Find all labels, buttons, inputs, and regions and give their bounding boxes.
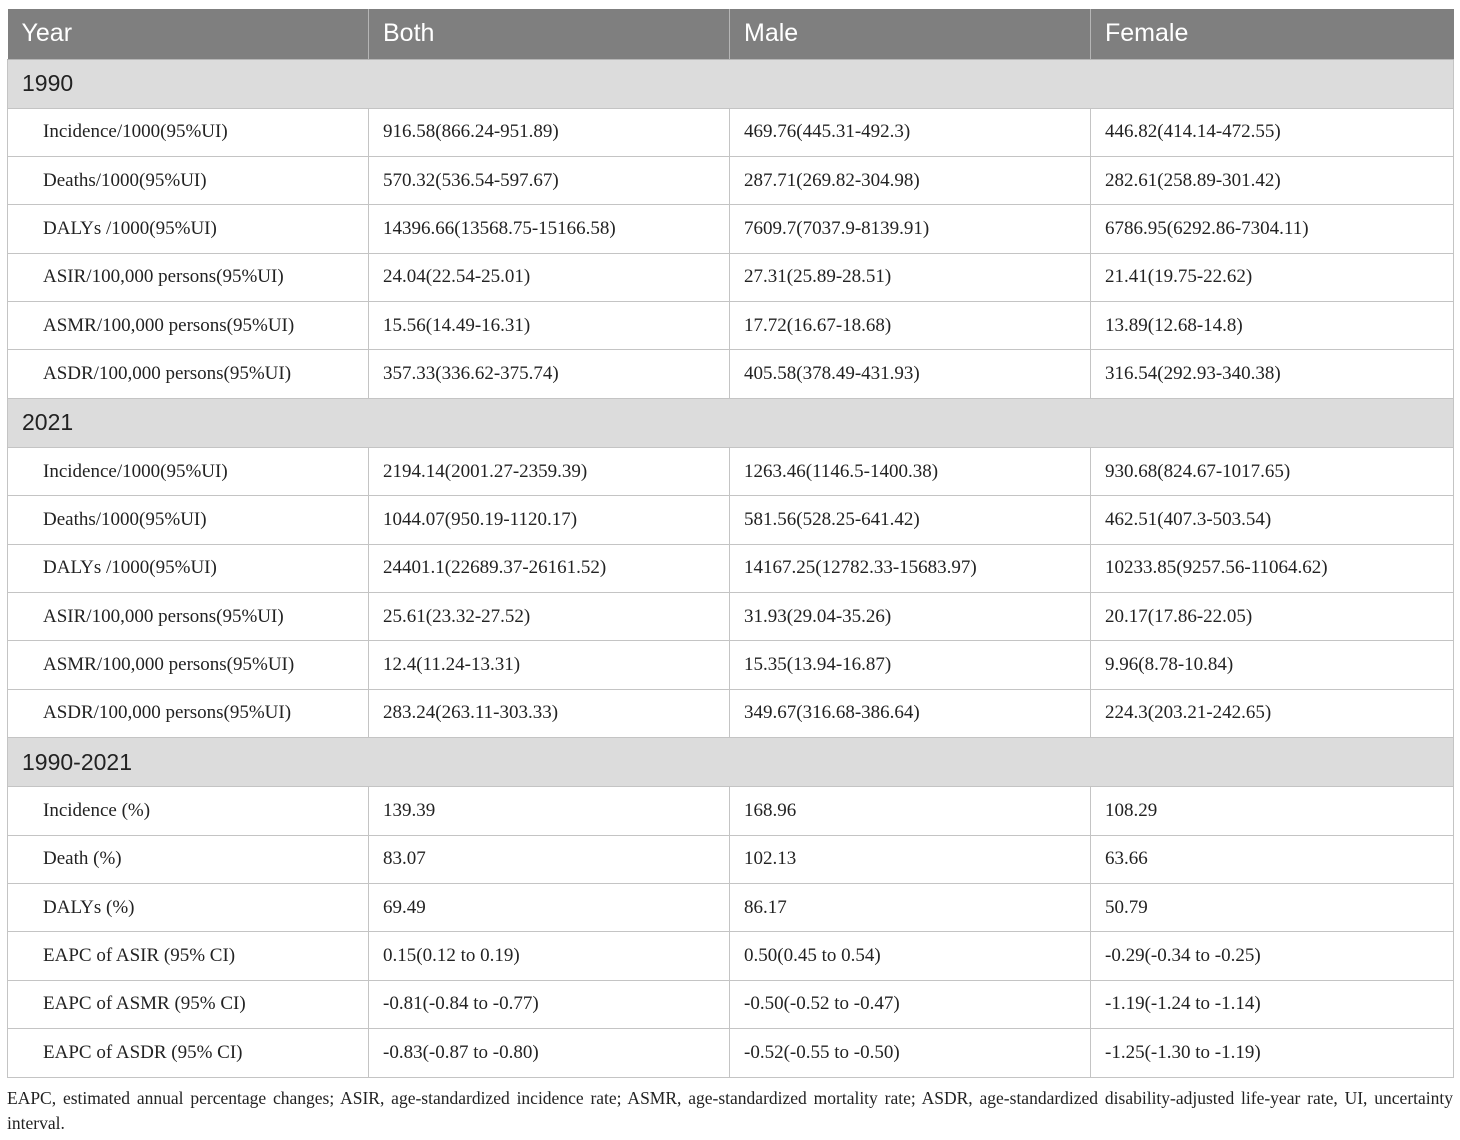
row-label: ASMR/100,000 persons(95%UI)	[8, 641, 369, 689]
cell-both: 83.07	[369, 835, 730, 883]
table-row	[8, 980, 1454, 1028]
cell-both: 357.33(336.62-375.74)	[369, 350, 730, 398]
section-row	[8, 398, 1454, 447]
table-row	[8, 156, 1454, 204]
cell-male: 17.72(16.67-18.68)	[730, 302, 1091, 350]
table-row	[8, 302, 1454, 350]
cell-female: -1.19(-1.24 to -1.14)	[1091, 980, 1454, 1028]
cell-female: 6786.95(6292.86-7304.11)	[1091, 205, 1454, 253]
cell-both: 139.39	[369, 787, 730, 835]
table-row	[8, 447, 1454, 495]
cell-female: 63.66	[1091, 835, 1454, 883]
table-row	[8, 496, 1454, 544]
cell-both: 24.04(22.54-25.01)	[369, 253, 730, 301]
section-title: 2021	[8, 398, 1454, 447]
row-label: DALYs /1000(95%UI)	[8, 205, 369, 253]
table-row	[8, 350, 1454, 398]
cell-both: 14396.66(13568.75-15166.58)	[369, 205, 730, 253]
cell-male: 349.67(316.68-386.64)	[730, 689, 1091, 737]
cell-female: 316.54(292.93-340.38)	[1091, 350, 1454, 398]
cell-both: 12.4(11.24-13.31)	[369, 641, 730, 689]
row-label: DALYs /1000(95%UI)	[8, 544, 369, 592]
cell-female: 446.82(414.14-472.55)	[1091, 108, 1454, 156]
table-row	[8, 883, 1454, 931]
cell-male: -0.50(-0.52 to -0.47)	[730, 980, 1091, 1028]
table-row	[8, 253, 1454, 301]
table-row	[8, 1029, 1454, 1077]
cell-male: 31.93(29.04-35.26)	[730, 593, 1091, 641]
cell-female: 21.41(19.75-22.62)	[1091, 253, 1454, 301]
header-row	[8, 9, 1454, 59]
cell-male: -0.52(-0.55 to -0.50)	[730, 1029, 1091, 1077]
section-title: 1990	[8, 59, 1454, 108]
table-row	[8, 641, 1454, 689]
table-row	[8, 108, 1454, 156]
table-container	[7, 9, 1453, 1078]
cell-male: 27.31(25.89-28.51)	[730, 253, 1091, 301]
row-label: Deaths/1000(95%UI)	[8, 496, 369, 544]
row-label: ASMR/100,000 persons(95%UI)	[8, 302, 369, 350]
cell-both: 25.61(23.32-27.52)	[369, 593, 730, 641]
row-label: Death (%)	[8, 835, 369, 883]
cell-male: 0.50(0.45 to 0.54)	[730, 932, 1091, 980]
row-label: ASDR/100,000 persons(95%UI)	[8, 689, 369, 737]
cell-male: 86.17	[730, 883, 1091, 931]
cell-female: 930.68(824.67-1017.65)	[1091, 447, 1454, 495]
table-row	[8, 932, 1454, 980]
table-body	[8, 59, 1454, 1077]
cell-female: 462.51(407.3-503.54)	[1091, 496, 1454, 544]
table-row	[8, 689, 1454, 737]
table-row	[8, 835, 1454, 883]
row-label: Deaths/1000(95%UI)	[8, 156, 369, 204]
row-label: ASDR/100,000 persons(95%UI)	[8, 350, 369, 398]
table-row	[8, 544, 1454, 592]
cell-female: -1.25(-1.30 to -1.19)	[1091, 1029, 1454, 1077]
section-row	[8, 738, 1454, 787]
cell-male: 581.56(528.25-641.42)	[730, 496, 1091, 544]
cell-female: 13.89(12.68-14.8)	[1091, 302, 1454, 350]
cell-female: 9.96(8.78-10.84)	[1091, 641, 1454, 689]
row-label: EAPC of ASIR (95% CI)	[8, 932, 369, 980]
header-year: Year	[8, 9, 369, 59]
row-label: EAPC of ASMR (95% CI)	[8, 980, 369, 1028]
row-label: EAPC of ASDR (95% CI)	[8, 1029, 369, 1077]
cell-both: 283.24(263.11-303.33)	[369, 689, 730, 737]
table-row	[8, 593, 1454, 641]
cell-both: 0.15(0.12 to 0.19)	[369, 932, 730, 980]
cell-female: 108.29	[1091, 787, 1454, 835]
footnote: EAPC, estimated annual percentage changes; ASIR, age-standardized incidence rate; ASMR, age-standardized mortality rate; ASDR, age-standardized disability-adjusted life-year rate, UI, uncertainty interval.	[7, 1088, 1453, 1133]
cell-both: -0.83(-0.87 to -0.80)	[369, 1029, 730, 1077]
table-row	[8, 205, 1454, 253]
cell-both: 24401.1(22689.37-26161.52)	[369, 544, 730, 592]
cell-female: 10233.85(9257.56-11064.62)	[1091, 544, 1454, 592]
data-table	[7, 9, 1454, 1078]
cell-male: 102.13	[730, 835, 1091, 883]
row-label: Incidence (%)	[8, 787, 369, 835]
row-label: Incidence/1000(95%UI)	[8, 447, 369, 495]
cell-male: 14167.25(12782.33-15683.97)	[730, 544, 1091, 592]
cell-female: 224.3(203.21-242.65)	[1091, 689, 1454, 737]
cell-female: 20.17(17.86-22.05)	[1091, 593, 1454, 641]
section-row	[8, 59, 1454, 108]
cell-male: 469.76(445.31-492.3)	[730, 108, 1091, 156]
cell-female: 50.79	[1091, 883, 1454, 931]
cell-male: 15.35(13.94-16.87)	[730, 641, 1091, 689]
cell-both: 2194.14(2001.27-2359.39)	[369, 447, 730, 495]
row-label: ASIR/100,000 persons(95%UI)	[8, 593, 369, 641]
cell-male: 168.96	[730, 787, 1091, 835]
table-row	[8, 787, 1454, 835]
header-both: Both	[369, 9, 730, 59]
cell-both: 15.56(14.49-16.31)	[369, 302, 730, 350]
header-female: Female	[1091, 9, 1454, 59]
row-label: DALYs (%)	[8, 883, 369, 931]
cell-male: 7609.7(7037.9-8139.91)	[730, 205, 1091, 253]
header-male: Male	[730, 9, 1091, 59]
cell-male: 1263.46(1146.5-1400.38)	[730, 447, 1091, 495]
section-title: 1990-2021	[8, 738, 1454, 787]
cell-both: -0.81(-0.84 to -0.77)	[369, 980, 730, 1028]
cell-female: 282.61(258.89-301.42)	[1091, 156, 1454, 204]
cell-female: -0.29(-0.34 to -0.25)	[1091, 932, 1454, 980]
cell-male: 287.71(269.82-304.98)	[730, 156, 1091, 204]
row-label: Incidence/1000(95%UI)	[8, 108, 369, 156]
cell-both: 570.32(536.54-597.67)	[369, 156, 730, 204]
cell-male: 405.58(378.49-431.93)	[730, 350, 1091, 398]
cell-both: 916.58(866.24-951.89)	[369, 108, 730, 156]
cell-both: 69.49	[369, 883, 730, 931]
cell-both: 1044.07(950.19-1120.17)	[369, 496, 730, 544]
row-label: ASIR/100,000 persons(95%UI)	[8, 253, 369, 301]
